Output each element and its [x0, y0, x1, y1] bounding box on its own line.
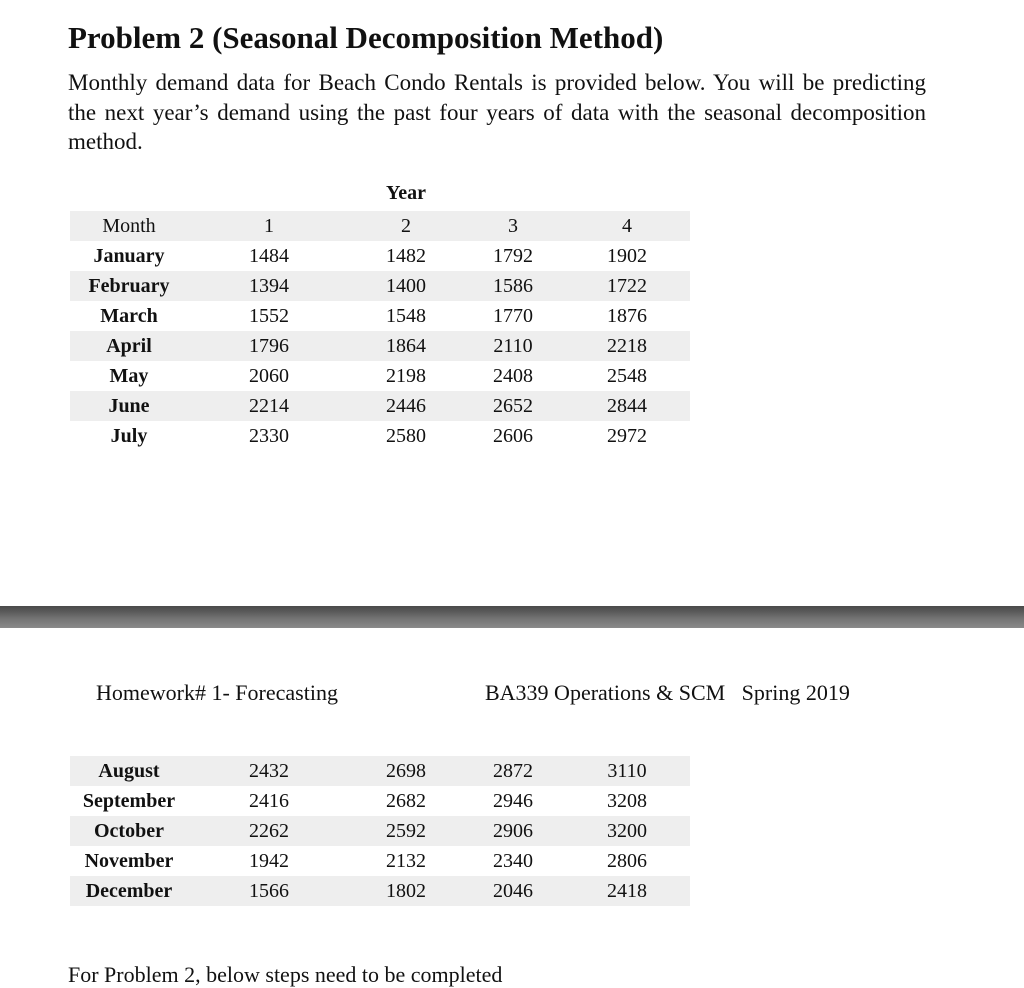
value-cell: 1548	[386, 304, 426, 327]
value-cell: 2060	[249, 364, 289, 387]
page-separator	[0, 606, 1024, 628]
table-row	[70, 756, 690, 786]
demand-table-part-1	[70, 211, 690, 451]
value-cell: 2340	[493, 849, 533, 872]
value-cell: 2606	[493, 424, 533, 447]
value-cell: 1566	[188, 876, 350, 906]
value-cell: 2418	[564, 876, 690, 906]
month-cell: August	[70, 756, 188, 786]
value-cell: 2844	[564, 391, 690, 421]
value-cell: 2806	[607, 849, 647, 872]
month-cell: November	[84, 849, 174, 872]
value-cell: 1484	[249, 244, 289, 267]
value-cell: 1792	[493, 244, 533, 267]
demand-table-part-2	[70, 756, 690, 906]
footer-course-info: BA339 Operations & SCM Spring 2019	[485, 680, 850, 705]
value-cell: 2906	[462, 816, 564, 846]
table-row	[70, 786, 690, 816]
value-cell: 2652	[462, 391, 564, 421]
value-cell: 2580	[386, 424, 426, 447]
value-cell: 2972	[607, 424, 647, 447]
value-cell: 2110	[462, 331, 564, 361]
value-cell: 1722	[564, 271, 690, 301]
month-cell: July	[110, 424, 148, 447]
value-cell: 2698	[350, 756, 462, 786]
value-cell: 2432	[188, 756, 350, 786]
footer-course-title: Homework# 1- Forecasting	[96, 680, 338, 705]
value-cell: 3208	[607, 789, 647, 812]
value-cell: 2592	[350, 816, 462, 846]
cut-off-instruction-text: For Problem 2, below steps need to be completed	[68, 962, 503, 987]
table-row	[70, 391, 690, 421]
value-cell: 1400	[350, 271, 462, 301]
table-row	[70, 331, 690, 361]
value-cell: 1394	[188, 271, 350, 301]
value-cell: 2218	[564, 331, 690, 361]
month-cell: February	[70, 271, 188, 301]
value-cell: 1552	[249, 304, 289, 327]
value-cell: 1586	[462, 271, 564, 301]
year-group-header: Year	[386, 182, 426, 204]
value-cell: 2682	[386, 789, 426, 812]
table-row	[70, 876, 690, 906]
table-row	[70, 361, 690, 391]
value-cell: 3110	[564, 756, 690, 786]
column-header: 4	[564, 211, 690, 241]
month-cell: April	[70, 331, 188, 361]
value-cell: 2262	[188, 816, 350, 846]
column-header: Month	[70, 211, 188, 241]
value-cell: 2132	[386, 849, 426, 872]
value-cell: 2198	[386, 364, 426, 387]
value-cell: 1770	[493, 304, 533, 327]
column-header: 1	[188, 211, 350, 241]
value-cell: 2946	[493, 789, 533, 812]
value-cell: 2548	[607, 364, 647, 387]
problem-description: Monthly demand data for Beach Condo Rentals is provided below. You will be predicting the next year’s demand using the past four years of data with the seasonal decomposition method.	[68, 70, 926, 154]
month-cell: September	[82, 789, 176, 812]
month-cell: May	[109, 364, 149, 387]
value-cell: 1876	[607, 304, 647, 327]
value-cell: 1864	[350, 331, 462, 361]
value-cell: 2330	[249, 424, 289, 447]
month-cell: October	[70, 816, 188, 846]
value-cell: 1482	[386, 244, 426, 267]
value-cell: 1902	[607, 244, 647, 267]
value-cell: 2416	[249, 789, 289, 812]
value-cell: 3200	[564, 816, 690, 846]
value-cell: 1942	[249, 849, 289, 872]
value-cell: 1802	[350, 876, 462, 906]
value-cell: 1796	[188, 331, 350, 361]
table-row	[70, 846, 690, 876]
column-header: 2	[350, 211, 462, 241]
value-cell: 2214	[188, 391, 350, 421]
table-row	[70, 241, 690, 271]
month-cell: December	[70, 876, 188, 906]
table-row	[70, 301, 690, 331]
value-cell: 2046	[462, 876, 564, 906]
month-cell: June	[70, 391, 188, 421]
table-row	[70, 421, 690, 451]
table-row	[70, 271, 690, 301]
table-row	[70, 816, 690, 846]
month-cell: January	[93, 244, 165, 267]
table-header-row	[70, 211, 690, 241]
value-cell: 2446	[350, 391, 462, 421]
value-cell: 2408	[493, 364, 533, 387]
month-cell: March	[100, 304, 158, 327]
column-header: 3	[462, 211, 564, 241]
problem-title: Problem 2 (Seasonal Decomposition Method)	[68, 20, 664, 55]
value-cell: 2872	[462, 756, 564, 786]
